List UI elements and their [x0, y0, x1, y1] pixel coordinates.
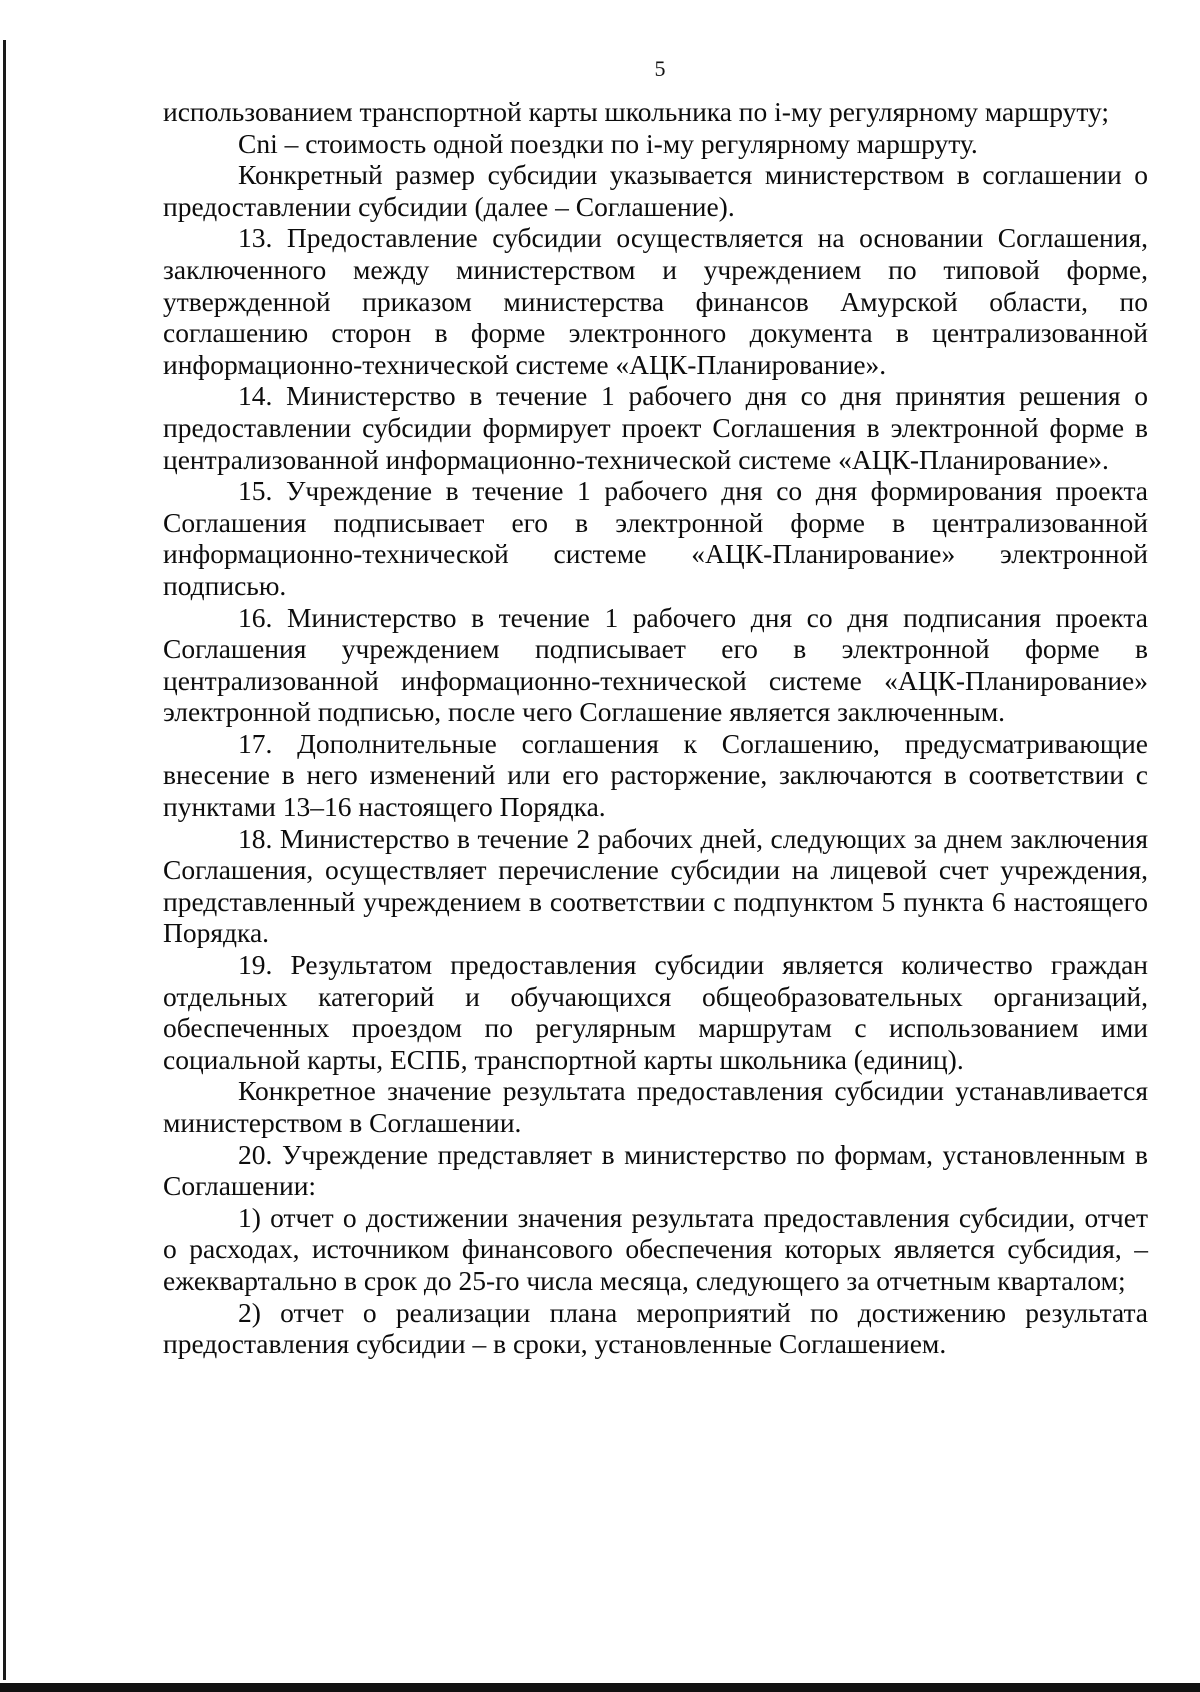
- paragraph-item-19: 19. Результатом предоставления субсидии является количество граждан отдельных категорий и обучающихся общеобразовательных организаций, обеспеченных проездом по регулярным маршрутам с использованием ими социальной карты, ЕСПБ, транспортной карты школьника (единиц).: [163, 949, 1148, 1075]
- document-body: [163, 96, 1148, 1360]
- scan-bottom-edge: [0, 1683, 1200, 1692]
- paragraph-subsidy-amount: Конкретный размер субсидии указывается министерством в соглашении о предоставлении субсидии (далее – Соглашение).: [163, 159, 1148, 222]
- paragraph-item-18: 18. Министерство в течение 2 рабочих дней, следующих за днем заключения Соглашения, осуществляет перечисление субсидии на лицевой счет учреждения, представленный учреждением в соответствии с подпунктом 5 пункта 6 настоящего Порядка.: [163, 822, 1148, 949]
- paragraph-item-13: 13. Предоставление субсидии осуществляется на основании Соглашения, заключенного между министерством и учреждением по типовой форме, утвержденной приказом министерства финансов Амурской области, по соглашению сторон в форме электронного документа в централизованной информационно-технической системе «АЦК-Планирование».: [163, 222, 1148, 380]
- paragraph-result-value: Конкретное значение результата предоставления субсидии устанавливается министерством в Соглашении.: [163, 1075, 1148, 1138]
- paragraph-item-15: 15. Учреждение в течение 1 рабочего дня со дня формирования проекта Соглашения подписывает его в электронной форме в централизованной информационно-технической системе «АЦК-Планирование» электронной подписью.: [163, 475, 1148, 601]
- paragraph-cni-definition: Cni – стоимость одной поездки по i-му регулярному маршруту.: [238, 127, 978, 159]
- paragraph-item-17: 17. Дополнительные соглашения к Соглашению, предусматривающие внесение в него изменений или его расторжение, заключаются в соответствии с пунктами 13–16 настоящего Порядка.: [163, 727, 1148, 823]
- paragraph-continuation: использованием транспортной карты школьника по i-му регулярному маршруту;: [163, 96, 1110, 127]
- paragraph-item-16: 16. Министерство в течение 1 рабочего дня со дня подписания проекта Соглашения учреждением подписывает его в электронной форме в централизованной информационно-технической системе «АЦК-Планирование» электронной подписью, после чего Соглашение является заключенным.: [163, 601, 1148, 728]
- paragraph-item-20-sub-1: 1) отчет о достижении значения результата предоставления субсидии, отчет о расходах, источником финансового обеспечения которых является субсидия, – ежеквартально в срок до 25-го числа месяца, следующего за отчетным кварталом;: [163, 1201, 1148, 1296]
- scan-left-edge: [3, 40, 6, 1680]
- paragraph-item-14: 14. Министерство в течение 1 рабочего дня со дня принятия решения о предоставлении субсидии формирует проект Соглашения в электронной форме в централизованной информационно-технической системе «АЦК-Планирование».: [163, 380, 1148, 475]
- paragraph-item-20: 20. Учреждение представляет в министерство по формам, установленным в Соглашении:: [163, 1138, 1148, 1202]
- paragraph-item-20-sub-2: 2) отчет о реализации плана мероприятий по достижению результата предоставления субсидии – в сроки, установленные Соглашением.: [163, 1296, 1148, 1360]
- page-number: 5: [654, 56, 666, 81]
